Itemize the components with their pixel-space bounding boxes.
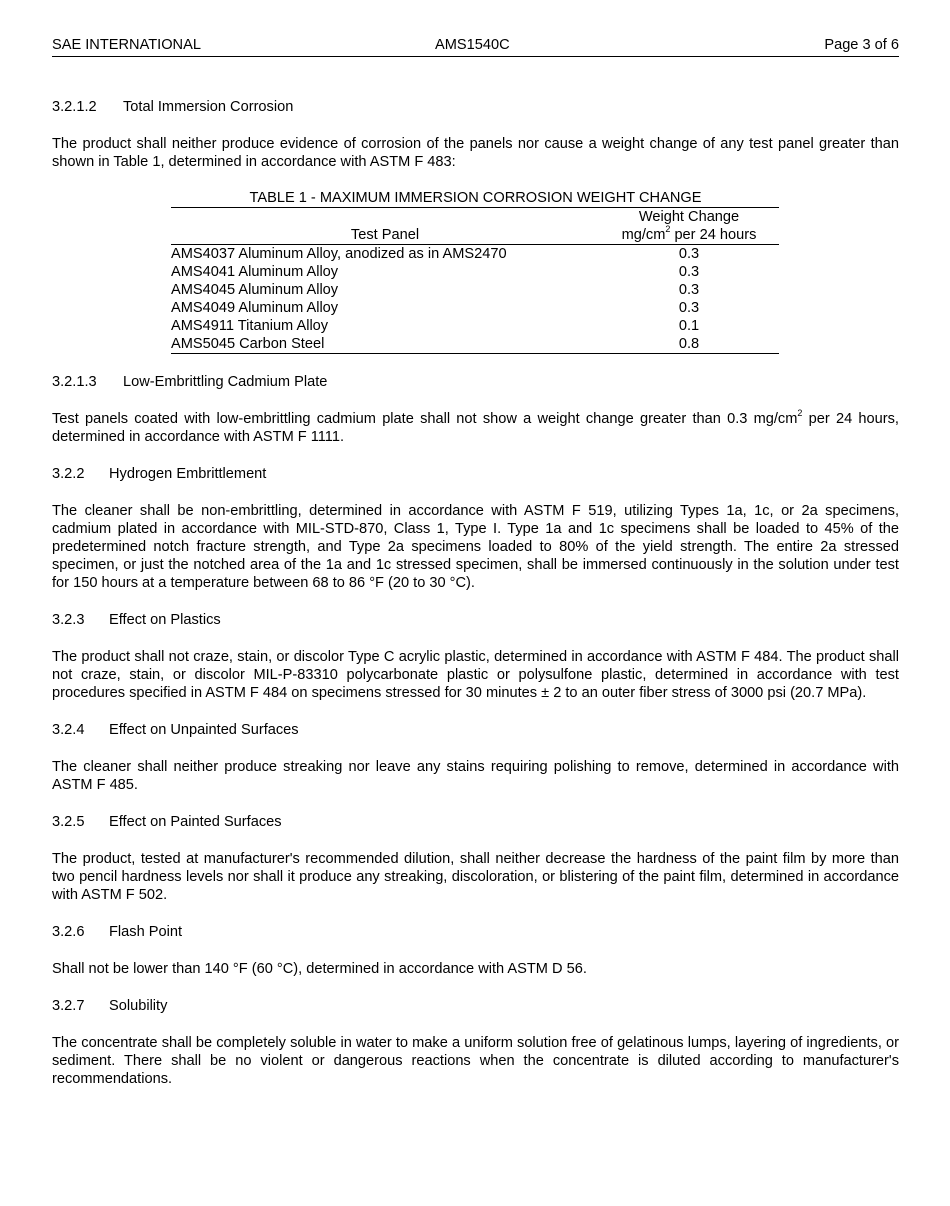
header-doc-id: AMS1540C [435, 37, 510, 53]
column-header-weight-change [599, 208, 779, 245]
document-body [52, 98, 899, 1088]
table-row [171, 299, 779, 317]
section-number: 3.2.1.2 [52, 99, 97, 115]
table-row [171, 335, 779, 354]
section-title: Flash Point [109, 924, 183, 940]
table-header-row [171, 208, 779, 245]
cell-test-panel: AMS4049 Aluminum Alloy [171, 300, 339, 316]
cell-weight-change: 0.1 [678, 318, 700, 334]
header-org: SAE INTERNATIONAL [52, 37, 201, 53]
section-paragraph: The cleaner shall be non-embrittling, determined in accordance with ASTM F 519, utilizing Types 1a, 1c, or 2a specimens, cadmium plated in accordance with MIL-STD-870, Class 1, Type I. Type 1a and 1c specimens shall be loaded to 45% of the predetermined notch fracture strength, and Type 2a specimens loaded to 80% of the yield strength. The entire 2a stressed specimen, or just the notched area of the 1a and 1c stressed specimen, shall be immersed continuously in the solution under test for 150 hours at a temperature between 68 to 86 °F (20 to 30 °C). [52, 503, 899, 591]
cell-test-panel: AMS4045 Aluminum Alloy [171, 282, 339, 298]
unit-superscript: 2 [665, 224, 671, 235]
column-header-test-panel: Test Panel [350, 227, 420, 243]
cell-weight-change: 0.3 [678, 264, 700, 280]
section-paragraph: The product shall not craze, stain, or discolor Type C acrylic plastic, determined in accordance with ASTM F 484. The product shall not craze, stain, or discolor MIL-P-83310 polycarbonate plastic or polysulfone plastic, determined in accordance with test procedures specified in ASTM F 484 on specimens stressed for 30 minutes ± 2 to an outer fiber stress of 3000 psi (20.7 MPa). [52, 649, 899, 701]
table-row [171, 281, 779, 299]
section-number: 3.2.1.3 [52, 374, 97, 390]
section-heading-3-2-2 [52, 465, 899, 484]
section-title: Solubility [109, 998, 168, 1014]
section-title: Effect on Plastics [109, 612, 221, 628]
section-paragraph: Shall not be lower than 140 °F (60 °C), determined in accordance with ASTM D 56. [52, 961, 587, 977]
section-heading-3-2-1-2 [52, 98, 899, 117]
section-heading-3-2-1-3 [52, 373, 899, 392]
table-row [171, 317, 779, 335]
immersion-corrosion-table [171, 207, 779, 354]
section-paragraph [52, 410, 899, 446]
weight-change-label: Weight Change [638, 209, 740, 225]
section-number: 3.2.2 [52, 466, 85, 482]
section-paragraph: The concentrate shall be completely soluble in water to make a uniform solution free of gelatinous lumps, layering of ingredients, or sediment. There shall be no violent or dangerous reactions when the concentrate is diluted according to manufacturer's recommendations. [52, 1035, 899, 1087]
cell-test-panel: AMS5045 Carbon Steel [171, 336, 325, 352]
section-title: Low-Embrittling Cadmium Plate [123, 374, 328, 390]
cell-test-panel: AMS4041 Aluminum Alloy [171, 264, 339, 280]
unit-text-suffix: per 24 hours [670, 227, 757, 243]
section-number: 3.2.3 [52, 612, 85, 628]
cell-weight-change: 0.8 [678, 336, 700, 352]
paragraph-text-suffix: per 24 hours, determined in accordance with ASTM F 1111. [52, 411, 899, 445]
section-number: 3.2.5 [52, 814, 85, 830]
page-header [52, 34, 899, 57]
table-row [171, 245, 779, 264]
section-paragraph: The cleaner shall neither produce streaking nor leave any stains requiring polishing to remove, determined in accordance with ASTM F 485. [52, 759, 899, 793]
table-row [171, 263, 779, 281]
section-heading-3-2-6 [52, 923, 899, 942]
section-heading-3-2-7 [52, 997, 899, 1016]
table-title: TABLE 1 - MAXIMUM IMMERSION CORROSION WEIGHT CHANGE [249, 190, 702, 206]
cell-weight-change: 0.3 [678, 300, 700, 316]
section-title: Hydrogen Embrittlement [109, 466, 267, 482]
cell-weight-change: 0.3 [678, 246, 700, 262]
section-heading-3-2-5 [52, 813, 899, 832]
paragraph-superscript: 2 [797, 408, 803, 419]
cell-test-panel: AMS4037 Aluminum Alloy, anodized as in AMS2470 [171, 246, 507, 262]
section-paragraph: The product shall neither produce evidence of corrosion of the panels nor cause a weight change of any test panel greater than shown in Table 1, determined in accordance with ASTM F 483: [52, 136, 899, 170]
section-heading-3-2-3 [52, 611, 899, 630]
cell-test-panel: AMS4911 Titanium Alloy [171, 318, 329, 334]
section-paragraph: The product, tested at manufacturer's recommended dilution, shall neither decrease the hardness of the paint film by more than two pencil hardness levels nor shall it produce any streaking, discoloration, or blistering of the paint film, determined in accordance with ASTM F 502. [52, 851, 899, 903]
section-number: 3.2.7 [52, 998, 85, 1014]
weight-change-unit [599, 226, 779, 244]
unit-text: mg/cm [621, 227, 666, 243]
header-page-number: Page 3 of 6 [824, 37, 899, 53]
cell-weight-change: 0.3 [678, 282, 700, 298]
section-heading-3-2-4 [52, 721, 899, 740]
section-title: Total Immersion Corrosion [123, 99, 294, 115]
section-number: 3.2.6 [52, 924, 85, 940]
section-title: Effect on Painted Surfaces [109, 814, 282, 830]
paragraph-text: Test panels coated with low-embrittling cadmium plate shall not show a weight change greater than 0.3 mg/cm [52, 411, 798, 427]
section-number: 3.2.4 [52, 722, 85, 738]
section-title: Effect on Unpainted Surfaces [109, 722, 299, 738]
